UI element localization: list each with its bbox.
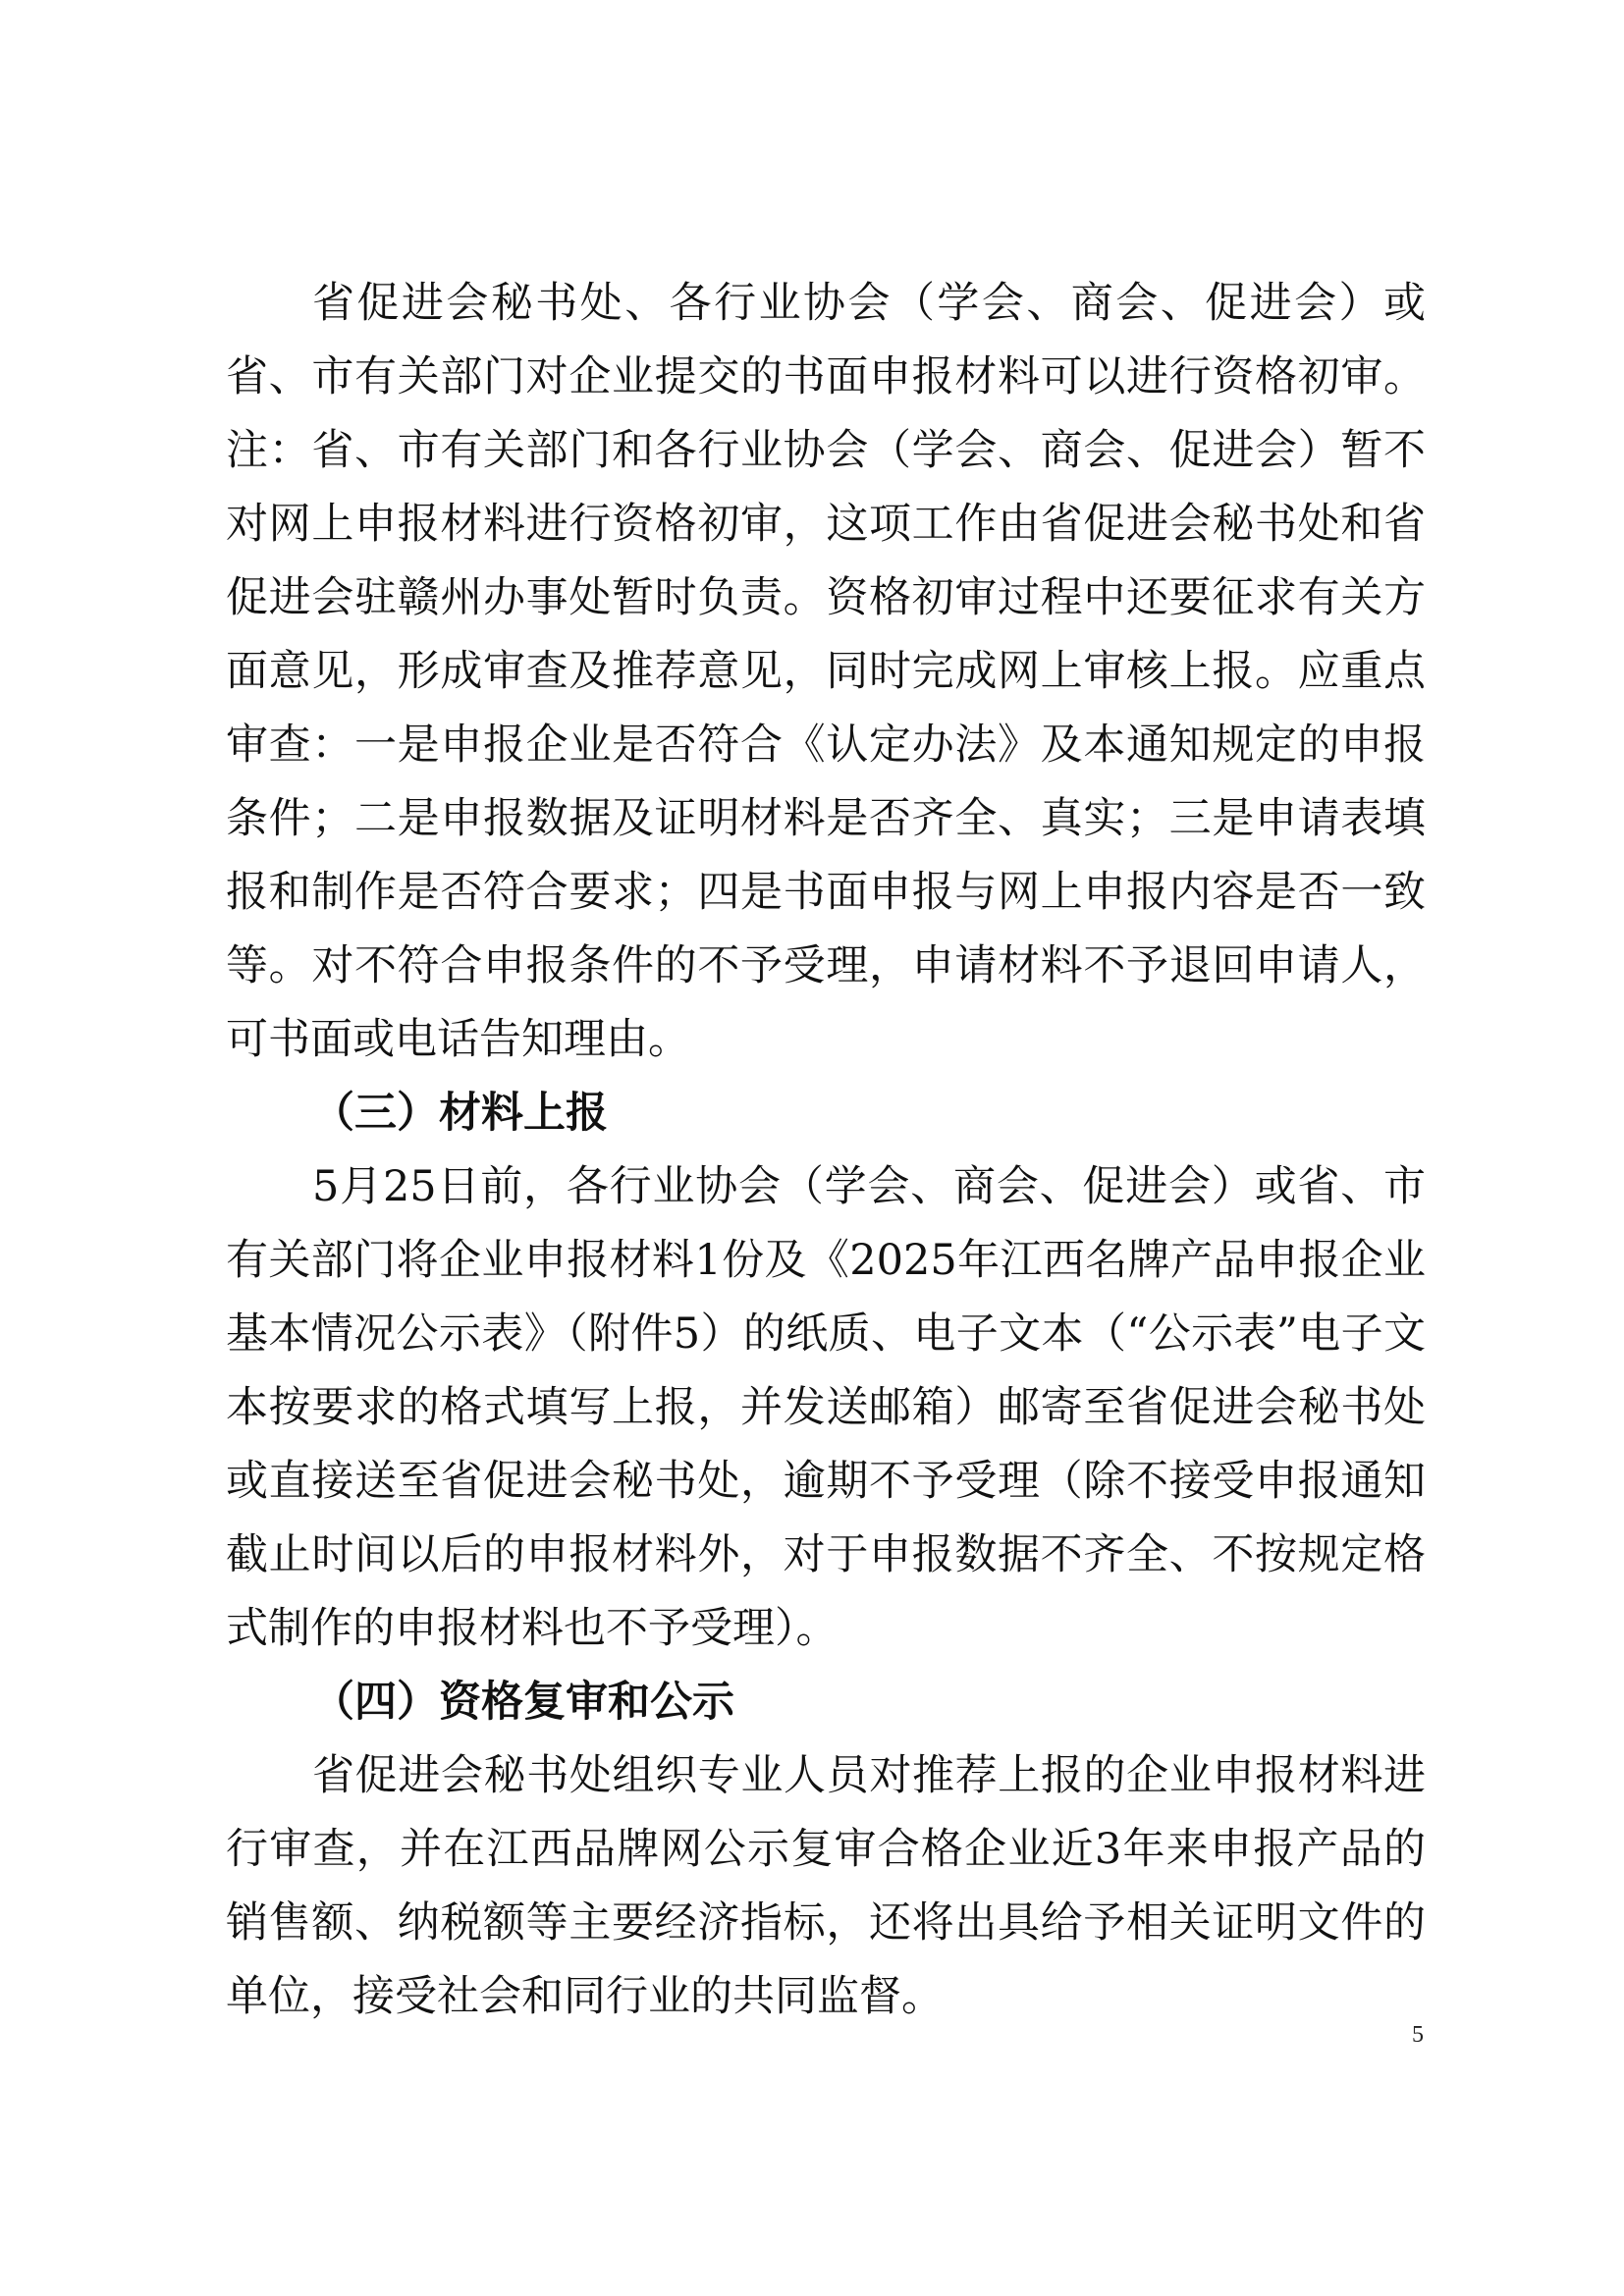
document-body [226,267,1426,2034]
page-number: 5 [1412,2022,1424,2048]
paragraph-review-and-publicity: 省促进会秘书处组织专业人员对推荐上报的企业申报材料进行审查，并在江西品牌网公示复审合格企业近3年来申报产品的销售额、纳税额等主要经济指标，还将出具给予相关证明文件的单位，接受社会和同行业的共同监督。 [226,1751,1426,2021]
paragraph-preliminary-review: 省促进会秘书处、各行业协会（学会、商会、促进会）或省、市有关部门对企业提交的书面申报材料可以进行资格初审。注：省、市有关部门和各行业协会（学会、商会、促进会）暂不对网上申报材料进行资格初审，这项工作由省促进会秘书处和省促进会驻赣州办事处暂时负责。资格初审过程中还要征求有关方面意见，形成审查及推荐意见，同时完成网上审核上报。应重点审查：一是申报企业是否符合《认定办法》及本通知规定的申报条件；二是申报数据及证明材料是否齐全、真实；三是申请表填报和制作是否符合要求；四是书面申报与网上申报内容是否一致等。对不符合申报条件的不予受理，申请材料不予退回申请人，可书面或电话告知理由。 [226,279,1426,1064]
heading-review-and-publicity: （四）资格复审和公示 [312,1678,734,1727]
heading-material-submission: （三）材料上报 [312,1089,608,1138]
paragraph-material-submission: 5月25日前，各行业协会（学会、商会、促进会）或省、市有关部门将企业申报材料1份及《2025年江西名牌产品申报企业基本情况公示表》（附件5）的纸质、电子文本（“公示表”电子文本按要求的格式填写上报，并发送邮箱）邮寄至省促进会秘书处或直接送至省促进会秘书处，逾期不予受理（除不接受申报通知截止时间以后的申报材料外，对于申报数据不齐全、不按规定格式制作的申报材料也不予受理）。 [226,1162,1426,1653]
